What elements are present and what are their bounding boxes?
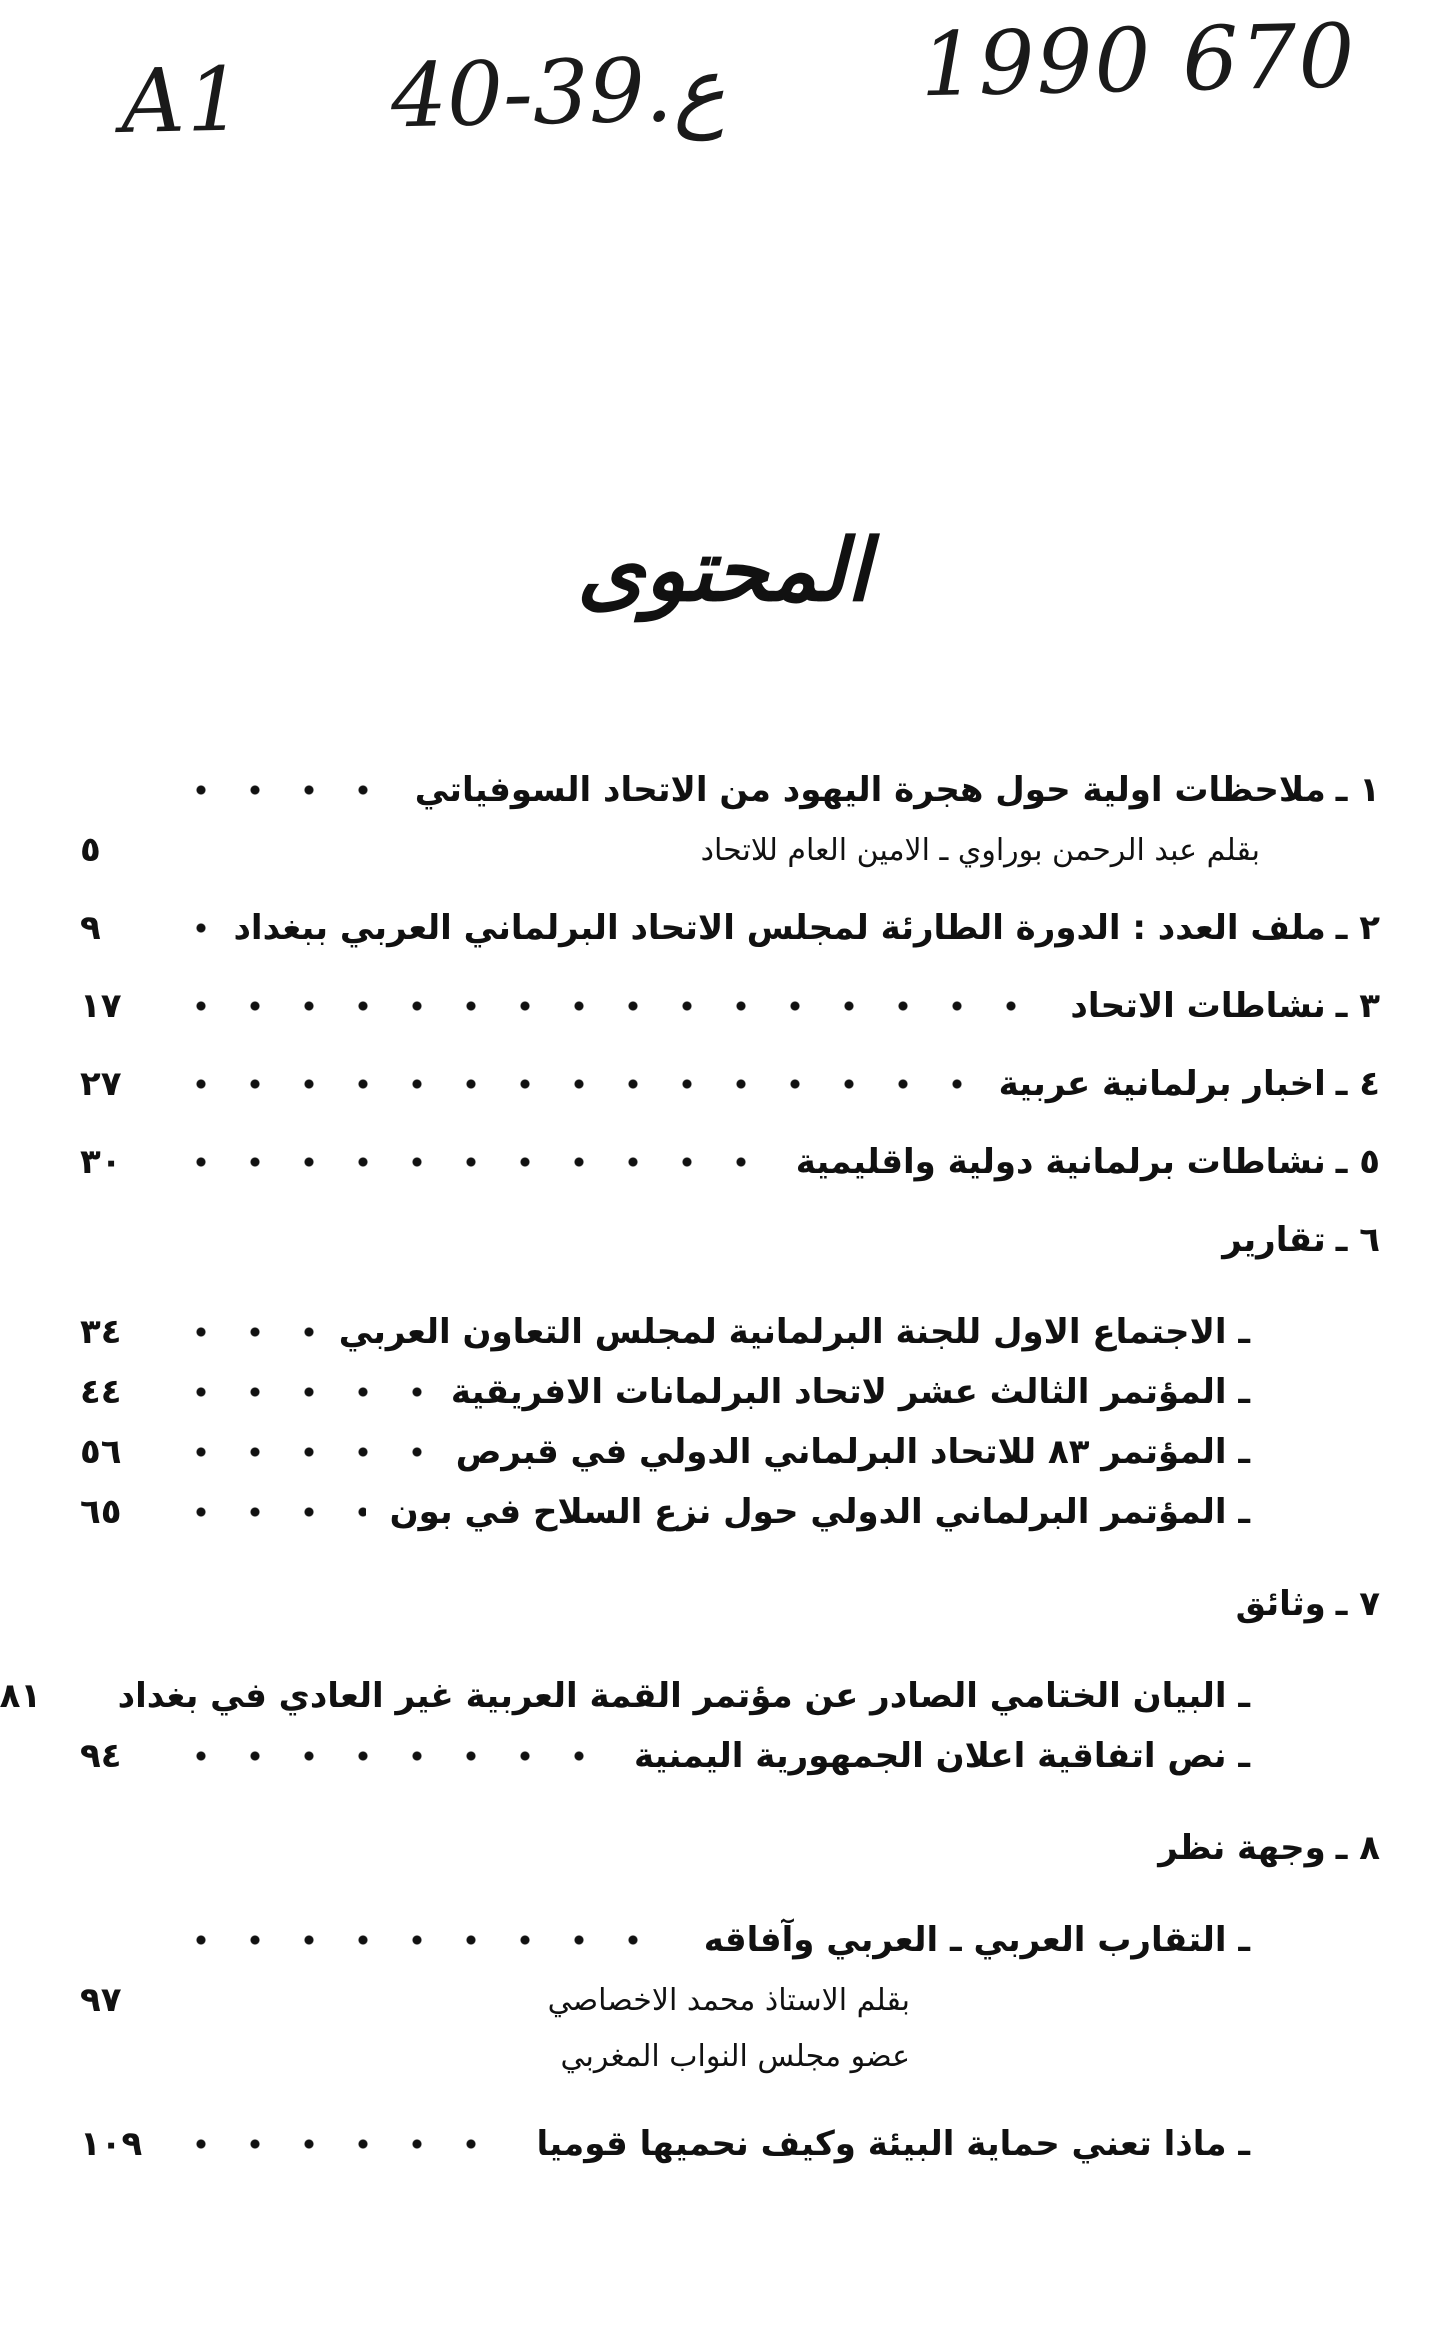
section-title: وثائق [1235,1584,1326,1624]
dot-leader [174,1079,975,1089]
entry-title: نشاطات الاتحاد [1070,986,1326,1026]
page-number: ٣٠ [80,1142,122,1182]
toc-subentry [0,1666,1380,1726]
toc-subentry [80,1422,1380,1482]
table-of-contents [0,760,1380,2174]
entry-number: ٨ ـ [1335,1828,1380,1868]
entry-number: ٦ ـ [1335,1220,1380,1260]
annotation-code: A1 [120,47,246,153]
dot-leader [174,1935,680,1945]
dot-leader [174,1751,610,1761]
entry-author [80,820,1380,880]
author-name: بقلم الاستاذ محمد الاخصاصي [547,1982,910,2018]
page-number: ٩ [80,908,101,948]
dot-leader [174,1507,366,1517]
page-number: ١٧ [80,986,122,1026]
entry-number: ٧ ـ [1335,1584,1380,1624]
entry-title: ـ المؤتمر البرلماني الدولي حول نزع السلاح في بون [389,1492,1250,1532]
toc-entry-1 [80,760,1380,820]
toc-subentry [80,1726,1380,1786]
dot-leader [174,2139,513,2149]
dot-leader [174,923,209,933]
entry-number: ١ ـ [1335,770,1380,810]
toc-section-7 [80,1574,1380,1634]
page-number: ٨١ [0,1676,42,1716]
entry-number: ٤ ـ [1335,1064,1380,1104]
page-number: ٣٤ [80,1312,122,1352]
entry-title: ـ الاجتماع الاول للجنة البرلمانية لمجلس التعاون العربي [338,1312,1250,1352]
page-number: ٥ [80,830,101,870]
dot-leader [174,785,391,795]
page-number: ٥٦ [80,1432,122,1472]
toc-subentry [80,1910,1380,1970]
dot-leader [174,1327,315,1337]
toc-entry-4 [80,1054,1380,1114]
page-number: ٤٤ [80,1372,122,1412]
dot-leader [174,1157,772,1167]
page-number: ٢٧ [80,1064,122,1104]
entry-title: نشاطات برلمانية دولية واقليمية [795,1142,1326,1182]
author-name: بقلم عبد الرحمن بوراوي ـ الامين العام للاتحاد [700,832,1260,868]
page-number: ٩٤ [80,1736,122,1776]
section-title: وجهة نظر [1158,1828,1326,1868]
toc-section-6 [80,1210,1380,1270]
dot-leader [174,1001,1046,1011]
entry-title: ـ المؤتمر ٨٣ للاتحاد البرلماني الدولي في قبرص [455,1432,1250,1472]
toc-subentry [80,1302,1380,1362]
toc-entry-2 [80,898,1380,958]
entry-number: ٣ ـ [1335,986,1380,1026]
page-number: ٦٥ [80,1492,122,1532]
entry-title: ـ ماذا تعني حماية البيئة وكيف نحميها قوميا [536,2124,1250,2164]
page-number: ١٠٩ [80,2124,143,2164]
toc-subentry [80,1362,1380,1422]
toc-subentry [80,1482,1380,1542]
toc-entry-3 [80,976,1380,1036]
entry-title: ملاحظات اولية حول هجرة اليهود من الاتحاد السوفياتي [414,770,1326,810]
annotation-number: 40-39.ع [389,37,727,148]
section-title: تقارير [1222,1220,1326,1260]
dot-leader [174,1387,427,1397]
page-number: ٩٧ [80,1980,122,2020]
dot-leader [174,1447,432,1457]
entry-title: اخبار برلمانية عربية [998,1064,1326,1104]
author-affiliation: عضو مجلس النواب المغربي [560,2038,910,2074]
entry-number: ٥ ـ [1335,1142,1380,1182]
entry-title: ملف العدد : الدورة الطارئة لمجلس الاتحاد البرلماني العربي ببغداد [233,908,1326,948]
toc-entry-5 [80,1132,1380,1192]
toc-subentry [80,2114,1380,2174]
annotation-year: 1990 670 [919,4,1358,117]
entry-title: ـ التقارب العربي ـ العربي وآفاقه [703,1920,1250,1960]
entry-title: ـ البيان الختامي الصادر عن مؤتمر القمة العربية غير العادي في بغداد [117,1676,1250,1716]
toc-section-8 [80,1818,1380,1878]
entry-title: ـ نص اتفاقية اعلان الجمهورية اليمنية [633,1736,1250,1776]
entry-author [80,1970,1380,2030]
page-title: المحتوى [576,520,871,621]
entry-title: ـ المؤتمر الثالث عشر لاتحاد البرلمانات الافريقية [450,1372,1250,1412]
entry-number: ٢ ـ [1335,908,1380,948]
